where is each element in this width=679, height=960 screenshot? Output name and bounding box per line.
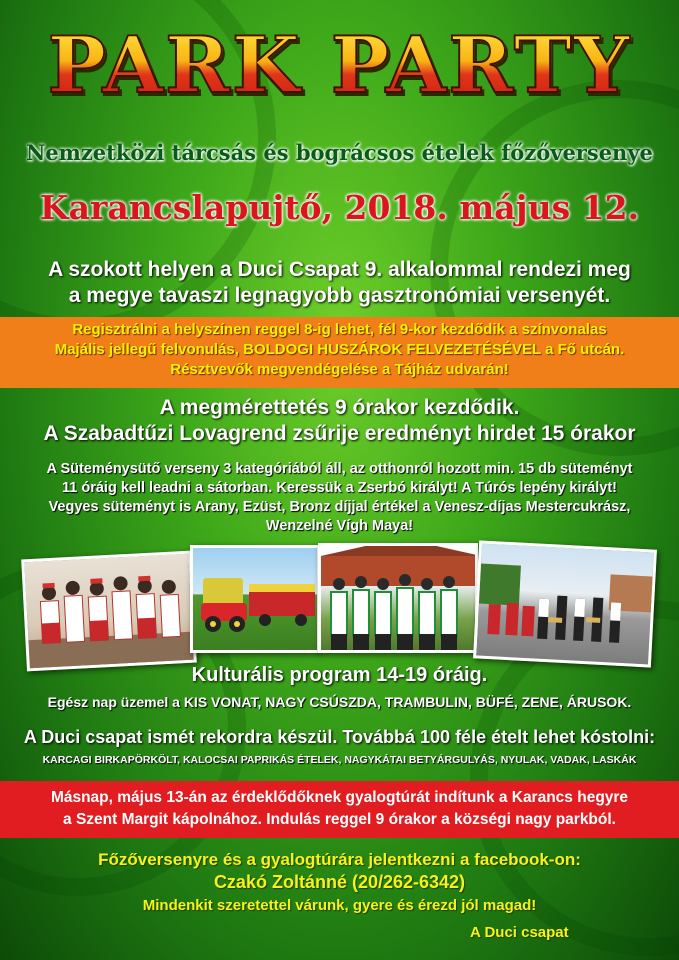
welcome-line: Mindenkit szeretettel várunk, gyere és érezd jól magad! (142, 897, 537, 914)
contact-phone: Czakó Zoltánné (20/262-6342) (213, 872, 466, 892)
intro-line: a megye tavaszi legnagyobb gasztronómiai versenyét. (68, 284, 611, 307)
hike-line: a Szent Margit kápolnához. Indulás reggel 9 órakor a községi nagy parkból. (63, 811, 616, 828)
cake-line: A Süteménysütő verseny 3 kategóriából áll, az otthonról hozott min. 15 db süteményt (46, 461, 633, 477)
poster-title: PARK PARTY (0, 20, 679, 111)
signup-block (0, 848, 679, 917)
registration-line: Résztvevők megvendégelése a Tájház udvarán! (170, 361, 509, 378)
signup-line: Főzőversenyre és a gyalogtúrára jelentkezni a facebook-on: (98, 850, 581, 869)
folk-choir-illustration (24, 553, 196, 671)
cake-line: Vegyes süteményt is Arany, Ezüst, Bronz díjjal értékel a Venesz-díjas Mestercukrász, (48, 499, 631, 515)
registration-band (0, 317, 679, 388)
hike-band (0, 781, 679, 838)
date-line: Karancslapujtő, 2018. május 12. (39, 188, 640, 227)
tourist-train-illustration (193, 548, 320, 653)
folk-choir-photo (21, 551, 197, 672)
start-line: A megmérettetés 9 órakor kezdődik. (159, 396, 520, 419)
hike-line: Másnap, május 13-án az érdeklődőknek gyalogtúrát indítunk a Karancs hegyre (50, 789, 629, 806)
tourist-train-photo (190, 545, 320, 653)
start-info (0, 395, 679, 447)
intro-line: A szokott helyen a Duci Csapat 9. alkalommal rendezi meg (48, 258, 631, 281)
signature: A Duci csapat (470, 924, 569, 941)
dishes-list: KARCAGI BIRKAPÖRKÖLT, KALOCSAI PAPRIKÁS ÉTELEK, NAGYKÁTAI BETYÁRGULYÁS, NYULAK, VADAK, LASKÁK (42, 754, 637, 766)
program-line: Egész nap üzemel a KIS VONAT, NAGY CSÚSZDA, TRAMBULIN, BÜFÉ, ZENE, ÁRUSOK. (47, 694, 632, 710)
cake-line: 11 óráig kell leadni a sátorban. Keressük a Zserbó királyt! A Túrós lepény királyt! (62, 480, 617, 496)
intro-text (0, 257, 679, 309)
cake-line: Wenzelné Vígh Maya! (265, 518, 414, 534)
cake-contest-text (10, 460, 669, 536)
poster-subtitle: Nemzetközi tárcsás és bográcsos ételek főzőversenye (26, 140, 653, 165)
program-title: Kulturális program 14-19 óráig. (191, 664, 488, 686)
registration-line: Regisztrálni a helyszínen reggel 8-ig lehet, fél 9-kor kezdődik a színvonalas (72, 321, 607, 338)
parade-photo (473, 540, 657, 667)
record-text: A Duci csapat ismét rekordra készül. Továbbá 100 féle ételt lehet kóstolni: (23, 727, 656, 747)
hussars-photo (318, 543, 478, 653)
registration-line: Majális jellegű felvonulás, BOLDOGI HUSZÁROK FELVEZETÉSÉVEL a Fő utcán. (54, 341, 625, 358)
hussars-illustration (321, 546, 478, 653)
parade-illustration (476, 544, 657, 668)
start-line: A Szabadtűzi Lovagrend zsűrije eredményt hirdet 15 órakor (43, 422, 636, 445)
